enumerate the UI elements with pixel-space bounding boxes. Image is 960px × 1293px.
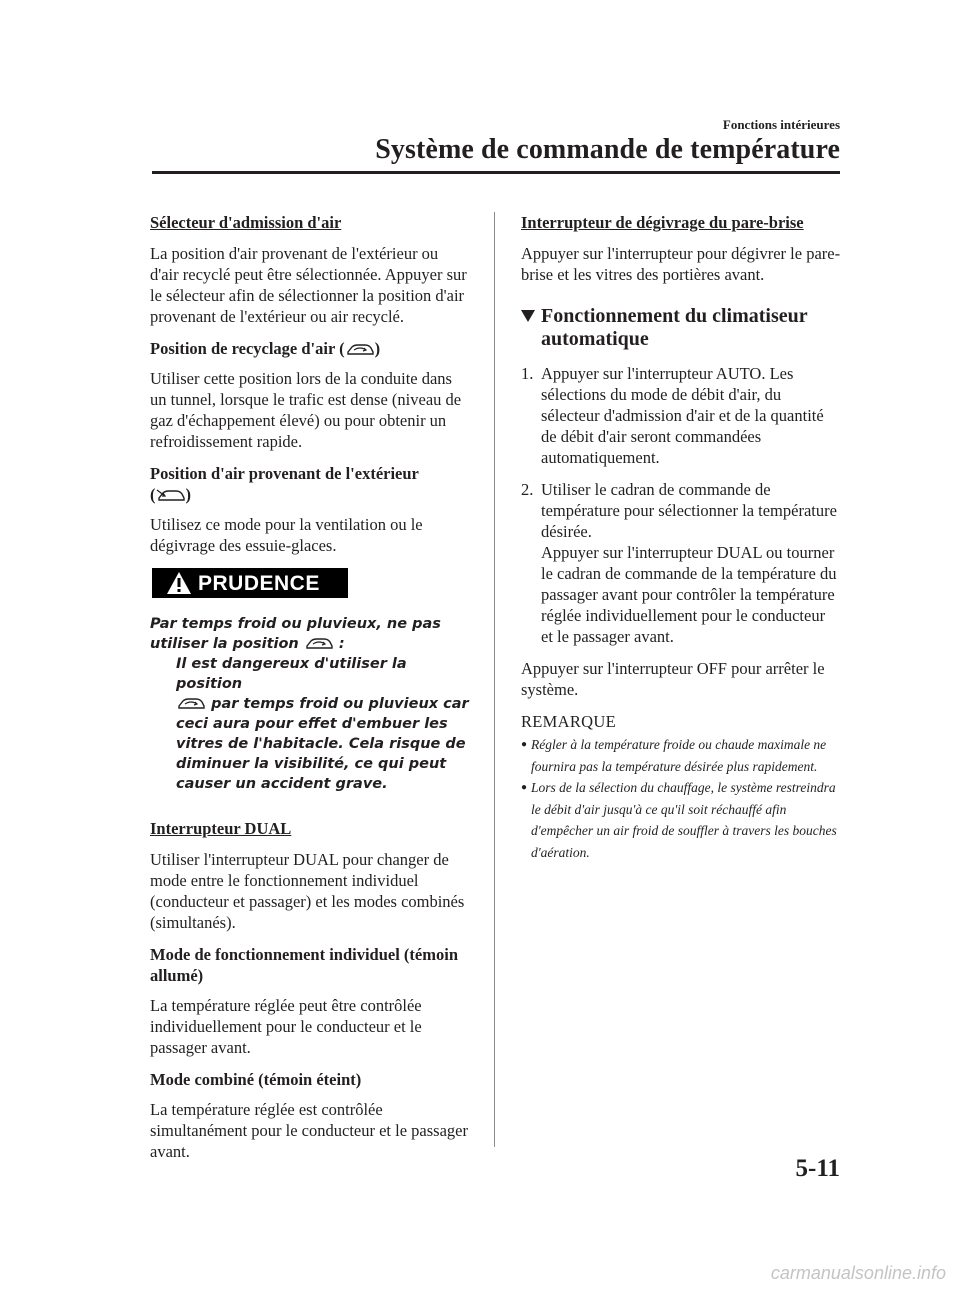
list-item	[521, 479, 841, 647]
step-number: 2.	[521, 480, 534, 499]
intake-text: La position d'air provenant de l'extérieur ou d'air recyclé peut être sélectionnée. Appuyer sur le sélecteur afin de sélectionner la position d'air provenant de l'extérieur ou air recyclé.	[150, 244, 467, 326]
auto-heading-text: Fonctionnement du climatiseur automatique	[541, 305, 808, 350]
outside-heading	[150, 463, 470, 505]
note-text: Lors de la sélection du chauffage, le système restreindra le débit d'air jusqu'à ce qu'il soit réchauffé afin d'empêcher un air froid de souffler à travers les bouches d'aération.	[531, 780, 837, 860]
warning-title-line2	[150, 634, 470, 654]
note-item	[521, 777, 841, 863]
step-text: Appuyer sur l'interrupteur AUTO. Les sélections du mode de débit d'air, du sélecteur d'admission d'air et de la quantité de débit d'air seront commandées automatiquement.	[541, 364, 824, 467]
defrost-text: Appuyer sur l'interrupteur pour dégivrer le pare-brise et les vitres des portières avant.	[521, 244, 841, 284]
individual-heading: Mode de fonctionnement individuel (témoin allumé)	[150, 945, 458, 985]
caution-label: PRUDENCE	[198, 571, 320, 595]
left-column	[150, 212, 470, 1173]
list-item	[521, 363, 841, 468]
warning-title-line1: Par temps froid ou pluvieux, ne pas	[150, 616, 441, 632]
step-text-continued: Appuyer sur l'interrupteur DUAL ou tourner le cadran de commande de la température du passager avant pour contrôler la température réglée individuellement pour le conducteur et le passager avant.	[541, 543, 837, 646]
warning-body-line2	[176, 694, 470, 714]
step-content	[541, 479, 841, 647]
recirculation-icon	[345, 341, 375, 357]
header-rule	[152, 171, 840, 174]
intake-heading: Sélecteur d'admission d'air	[150, 213, 342, 232]
individual-text: La température réglée peut être contrôlée individuellement pour le conducteur et le passager avant.	[150, 996, 422, 1057]
off-text: Appuyer sur l'interrupteur OFF pour arrêter le système.	[521, 659, 825, 699]
outside-heading-open: (	[150, 485, 156, 504]
dual-text: Utiliser l'interrupteur DUAL pour changer de mode entre le fonctionnement individuel (conducteur et passager) et les modes combinés (simultanés).	[150, 850, 465, 932]
bullet-icon: ●	[521, 739, 528, 750]
note-text: Régler à la température froide ou chaude maximale ne fournira pas la température désirée plus rapidement.	[531, 737, 827, 774]
warning-icon	[166, 571, 192, 595]
warning-title	[150, 614, 470, 654]
column-divider	[494, 212, 495, 1147]
warning-title-line2-text: utiliser la position	[150, 636, 299, 652]
warning-title-colon: :	[338, 636, 345, 652]
caution-banner	[152, 568, 348, 598]
warning-body	[176, 654, 470, 794]
recirculation-icon	[304, 635, 334, 651]
section-label: Fonctions intérieures	[722, 117, 840, 132]
recirc-heading-pre: Position de recyclage d'air (	[150, 339, 345, 358]
defrost-heading: Interrupteur de dégivrage du pare-brise	[521, 213, 804, 232]
recirculation-icon	[176, 695, 206, 711]
page-number: 5-11	[795, 1155, 840, 1182]
outside-text: Utilisez ce mode pour la ventilation ou le dégivrage des essuie-glaces.	[150, 515, 423, 555]
warning-body-rest: ceci aura pour effet d'embuer les vitres de l'habitacle. Cela risque de diminuer la visibilité, ce qui peut causer un accident grave.	[176, 716, 466, 792]
step-number: 1.	[521, 364, 534, 383]
recirc-text: Utiliser cette position lors de la conduite dans un tunnel, lorsque le trafic est dense (niveau de gaz d'échappement élevé) ou pour obtenir un refroidissement rapide.	[150, 369, 462, 451]
note-heading: REMARQUE	[521, 712, 616, 731]
recirc-heading-post: )	[374, 339, 381, 358]
watermark[interactable]: carmanualsonline.info	[770, 1263, 946, 1283]
step-text: Utiliser le cadran de commande de température pour sélectionner la température désirée.	[541, 480, 837, 541]
combined-text: La température réglée est contrôlée simultanément pour le conducteur et le passager avant.	[150, 1100, 468, 1161]
outside-air-icon	[156, 487, 186, 503]
page-title: Système de commande de température	[375, 134, 840, 165]
note-item	[521, 734, 841, 777]
recirc-heading	[150, 338, 470, 359]
warning-body-line1: Il est dangereux d'utiliser la position	[176, 656, 407, 692]
outside-heading-close: )	[185, 485, 191, 504]
warning-body-line2-text: par temps froid ou pluvieux car	[211, 696, 469, 712]
auto-heading	[521, 305, 841, 351]
combined-heading: Mode combiné (témoin éteint)	[150, 1070, 362, 1089]
section-triangle-icon	[521, 310, 535, 322]
outside-heading-line1: Position d'air provenant de l'extérieur	[150, 464, 419, 483]
bullet-icon: ●	[521, 782, 528, 793]
note-list	[521, 734, 841, 863]
dual-heading: Interrupteur DUAL	[150, 819, 292, 838]
right-column	[521, 212, 841, 863]
